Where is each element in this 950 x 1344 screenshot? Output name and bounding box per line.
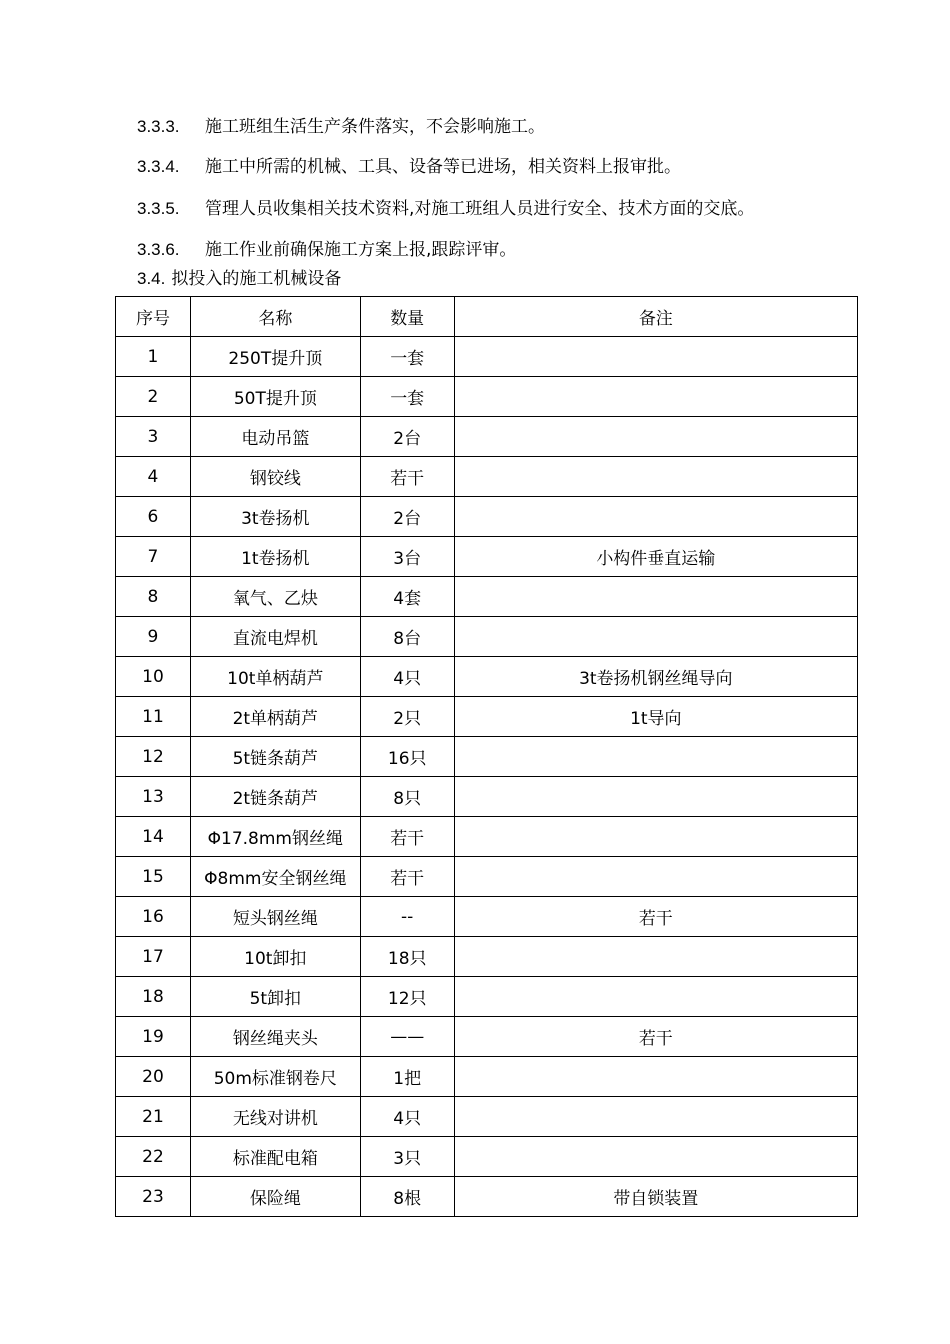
table-row [116, 1057, 858, 1097]
table-row [116, 497, 858, 537]
cell-remarks [454, 1057, 857, 1097]
cell-remarks [454, 737, 857, 777]
table-row [116, 1097, 858, 1137]
table-row [116, 537, 858, 577]
paragraph-3-3-3 [137, 116, 545, 138]
table-row [116, 617, 858, 657]
cell-remarks [454, 617, 857, 657]
cell-quantity: 2台 [360, 497, 454, 537]
cell-name: 2t单柄葫芦 [190, 697, 360, 737]
cell-remarks: 若干 [454, 897, 857, 937]
section-number: 3.4. [137, 269, 166, 288]
cell-name: 无线对讲机 [190, 1097, 360, 1137]
cell-name: 钢铰线 [190, 457, 360, 497]
table-row [116, 457, 858, 497]
paragraph-3-3-4 [137, 156, 681, 178]
cell-name: 电动吊篮 [190, 417, 360, 457]
cell-name: 1t卷扬机 [190, 537, 360, 577]
table-row [116, 977, 858, 1017]
cell-remarks: 若干 [454, 1017, 857, 1057]
table-row [116, 697, 858, 737]
cell-remarks [454, 1097, 857, 1137]
table-row [116, 1017, 858, 1057]
section-title-text: 拟投入的施工机械设备 [171, 269, 342, 289]
header-cell-remarks: 备注 [454, 297, 857, 337]
paragraph-number: 3.3.3. [137, 117, 180, 136]
cell-index: 7 [116, 537, 191, 577]
cell-name: Φ17.8mm钢丝绳 [190, 817, 360, 857]
cell-remarks: 1t导向 [454, 697, 857, 737]
cell-remarks [454, 777, 857, 817]
cell-quantity: 8根 [360, 1177, 454, 1217]
cell-index: 1 [116, 337, 191, 377]
cell-name: 钢丝绳夹头 [190, 1017, 360, 1057]
cell-quantity: 8只 [360, 777, 454, 817]
cell-index: 6 [116, 497, 191, 537]
cell-remarks [454, 497, 857, 537]
table-row [116, 817, 858, 857]
cell-index: 12 [116, 737, 191, 777]
table-row [116, 737, 858, 777]
cell-remarks [454, 977, 857, 1017]
cell-name: 短头钢丝绳 [190, 897, 360, 937]
cell-index: 9 [116, 617, 191, 657]
cell-remarks [454, 417, 857, 457]
cell-quantity: 4套 [360, 577, 454, 617]
paragraph-text: 管理人员收集相关技术资料,对施工班组人员进行安全、技术方面的交底。 [205, 199, 755, 219]
table-row [116, 337, 858, 377]
table-row [116, 577, 858, 617]
cell-remarks [454, 377, 857, 417]
cell-index: 14 [116, 817, 191, 857]
paragraph-number: 3.3.4. [137, 157, 180, 176]
cell-name: 3t卷扬机 [190, 497, 360, 537]
cell-quantity: —— [360, 1017, 454, 1057]
cell-index: 22 [116, 1137, 191, 1177]
table-row [116, 897, 858, 937]
cell-name: 2t链条葫芦 [190, 777, 360, 817]
cell-quantity: -- [360, 897, 454, 937]
cell-quantity: 18只 [360, 937, 454, 977]
cell-remarks [454, 857, 857, 897]
paragraph-number: 3.3.5. [137, 199, 180, 218]
cell-index: 23 [116, 1177, 191, 1217]
cell-name: 50T提升顶 [190, 377, 360, 417]
cell-name: 直流电焊机 [190, 617, 360, 657]
cell-remarks: 小构件垂直运输 [454, 537, 857, 577]
cell-quantity: 4只 [360, 657, 454, 697]
cell-quantity: 1把 [360, 1057, 454, 1097]
paragraph-number: 3.3.6. [137, 240, 180, 259]
cell-index: 11 [116, 697, 191, 737]
cell-index: 16 [116, 897, 191, 937]
cell-quantity: 2台 [360, 417, 454, 457]
table-row [116, 417, 858, 457]
cell-quantity: 3台 [360, 537, 454, 577]
cell-quantity: 一套 [360, 377, 454, 417]
table-row [116, 937, 858, 977]
table-row [116, 1137, 858, 1177]
paragraph-text: 施工作业前确保施工方案上报,跟踪评审。 [205, 240, 517, 260]
header-cell-name: 名称 [190, 297, 360, 337]
cell-quantity: 16只 [360, 737, 454, 777]
cell-quantity: 12只 [360, 977, 454, 1017]
header-cell-quantity: 数量 [360, 297, 454, 337]
cell-index: 8 [116, 577, 191, 617]
cell-remarks [454, 937, 857, 977]
cell-name: 10t卸扣 [190, 937, 360, 977]
cell-remarks [454, 457, 857, 497]
cell-name: 氧气、乙炔 [190, 577, 360, 617]
cell-remarks [454, 1137, 857, 1177]
cell-quantity: 3只 [360, 1137, 454, 1177]
table-row [116, 1177, 858, 1217]
cell-quantity: 若干 [360, 817, 454, 857]
cell-name: 10t单柄葫芦 [190, 657, 360, 697]
paragraph-text: 施工班组生活生产条件落实，不会影响施工。 [205, 117, 545, 137]
cell-name: Φ8mm安全钢丝绳 [190, 857, 360, 897]
cell-index: 20 [116, 1057, 191, 1097]
cell-index: 3 [116, 417, 191, 457]
table-header-row [116, 297, 858, 337]
table-row [116, 857, 858, 897]
table-row [116, 777, 858, 817]
cell-index: 18 [116, 977, 191, 1017]
cell-remarks: 带自锁装置 [454, 1177, 857, 1217]
header-cell-index: 序号 [116, 297, 191, 337]
paragraph-3-3-5 [137, 198, 754, 220]
cell-index: 15 [116, 857, 191, 897]
cell-name: 250T提升顶 [190, 337, 360, 377]
cell-name: 保险绳 [190, 1177, 360, 1217]
cell-name: 5t卸扣 [190, 977, 360, 1017]
cell-quantity: 8台 [360, 617, 454, 657]
cell-quantity: 2只 [360, 697, 454, 737]
table-body [116, 337, 858, 1217]
cell-remarks [454, 337, 857, 377]
cell-name: 5t链条葫芦 [190, 737, 360, 777]
cell-index: 17 [116, 937, 191, 977]
cell-index: 4 [116, 457, 191, 497]
cell-name: 50m标准钢卷尺 [190, 1057, 360, 1097]
equipment-table [115, 296, 858, 1217]
cell-index: 21 [116, 1097, 191, 1137]
cell-index: 13 [116, 777, 191, 817]
cell-index: 19 [116, 1017, 191, 1057]
cell-remarks [454, 577, 857, 617]
section-heading [137, 268, 341, 290]
cell-quantity: 若干 [360, 457, 454, 497]
table-row [116, 377, 858, 417]
cell-index: 2 [116, 377, 191, 417]
cell-remarks [454, 817, 857, 857]
cell-index: 10 [116, 657, 191, 697]
paragraph-text: 施工中所需的机械、工具、设备等已进场，相关资料上报审批。 [205, 157, 681, 177]
cell-quantity: 4只 [360, 1097, 454, 1137]
cell-quantity: 若干 [360, 857, 454, 897]
cell-quantity: 一套 [360, 337, 454, 377]
cell-name: 标准配电箱 [190, 1137, 360, 1177]
table-row [116, 657, 858, 697]
cell-remarks: 3t卷扬机钢丝绳导向 [454, 657, 857, 697]
paragraph-3-3-6 [137, 239, 516, 261]
